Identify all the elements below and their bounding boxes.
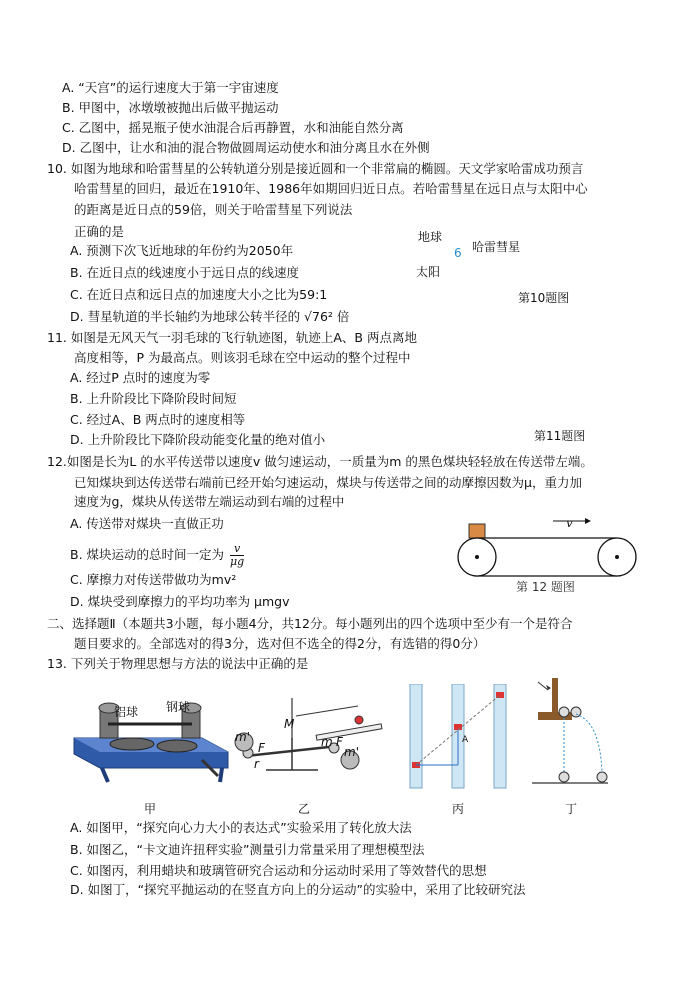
q10-stem-line3: 的距离是近日点的59倍，则关于哈雷彗星下列说法: [74, 202, 353, 217]
q10-option-a: A. 预测下次飞近地球的年份约为2050年: [70, 243, 294, 258]
q12-option-c: C. 摩擦力对传送带做功为mv²: [70, 572, 237, 587]
q9-option-b: B. 甲图中，冰墩墩被抛出后做平抛运动: [62, 100, 279, 115]
ball-a-landed: [559, 772, 569, 782]
q12-stem-line3: 速度为g，煤块从传送带左端运动到右端的过程中: [74, 494, 345, 509]
q13-fig-jia-al-label: 铝球: [114, 705, 139, 719]
section2-heading-line1: 二、选择题Ⅱ（本题共3小题，每小题4分，共12分。每小题列出的四个选项中至少有一个是符合: [47, 616, 573, 631]
ball-b-landed: [597, 772, 607, 782]
q9-option-c: C. 乙图中，摇晃瓶子使水油混合后再静置，水和油能自然分离: [62, 120, 404, 135]
q12-option-b-text: B. 煤块运动的总时间一定为: [70, 547, 225, 562]
q11-option-a: A. 经过P 点时的速度为零: [70, 370, 211, 385]
q12-option-d: D. 煤块受到摩擦力的平均功率为 μmgv: [70, 594, 290, 609]
leg-left: [102, 768, 108, 782]
q11-option-c: C. 经过A、B 两点时的速度相等: [70, 412, 246, 427]
projectile-path: [576, 714, 602, 772]
q10-option-d: D. 彗星轨道的半长轴约为地球公转半径的 √76² 倍: [70, 309, 350, 324]
left-pulley-axle: [475, 555, 479, 559]
q13-option-b: B. 如图乙，“卡文迪许扭秤实验”测量引力常量采用了理想模型法: [70, 842, 425, 857]
glass-tube-3: [494, 684, 506, 788]
q13-fig-label-jia: 甲: [144, 802, 157, 816]
q9-option-a: A. “天宫”的运行速度大于第一宇宙速度: [62, 80, 279, 95]
q13-option-a: A. 如图甲，“探究向心力大小的表达式”实验采用了转化放大法: [70, 820, 412, 835]
q13-fig-jia-steel-label: 钢球: [166, 700, 191, 714]
left-wheel: [110, 738, 154, 750]
q13-fig-yi-m1: m': [235, 730, 250, 744]
q10-stem-line2: 哈雷彗星的回归，最近在1910年、1986年如期回归近日点。若哈雷彗星在远日点与太阳中心: [74, 181, 588, 196]
q13-fig-yi-r: r: [254, 757, 259, 771]
ball-a: [559, 707, 569, 717]
q13-option-c: C. 如图丙，利用蜡块和玻璃管研究合运动和分运动时采用了等效替代的思想: [70, 863, 487, 878]
q13-fig-yi: [226, 698, 386, 786]
light-beam: [296, 706, 358, 716]
q12-stem-line2: 已知煤块到达传送带右端前已经开始匀速运动，煤块与传送带之间的动摩擦因数为μ，重力加: [74, 475, 582, 490]
stand-post: [552, 678, 558, 714]
right-wheel: [157, 740, 197, 752]
q12-fig-caption: 第 12 题图: [516, 580, 575, 594]
wax-block-2: [454, 724, 462, 730]
q12-fig-velocity-label: v: [566, 516, 573, 530]
q11-option-d: D. 上升阶段比下降阶段动能变化量的绝对值小: [70, 432, 326, 447]
right-pulley-axle: [615, 555, 619, 559]
q13-fig-bing-A: A: [462, 735, 469, 745]
q10-stem-line1: 10. 如图为地球和哈雷彗星的公转轨道分别是接近圆和一个非常扁的椭圆。天文学家哈雷成功预言: [47, 161, 584, 176]
q12-option-a: A. 传送带对煤块一直做正功: [70, 516, 224, 531]
q10-fig-earth-label: 地球: [418, 230, 443, 244]
coal-block: [469, 524, 485, 538]
velocity-arrow-head: [585, 518, 591, 524]
glass-tube-1: [410, 684, 422, 788]
q13-fig-yi-m2: m: [321, 735, 333, 749]
q13-stem: 13. 下列关于物理思想与方法的说法中正确的是: [47, 656, 309, 671]
section2-heading-line2: 题目要求的。全部选对的得3分，选对但不选全的得2分，有选错的得0分）: [74, 636, 486, 651]
q13-fig-yi-F: F: [258, 741, 265, 755]
q10-fig-sun-label: 太阳: [416, 265, 441, 279]
q13-fig-jia: [72, 690, 230, 786]
leg-right: [220, 768, 222, 782]
q12-fraction-denominator: μg: [230, 555, 245, 568]
light-source: [355, 716, 363, 724]
q11-stem-line2: 高度相等，P 为最高点。则该羽毛球在空中运动的整个过程中: [74, 350, 411, 365]
q13-fig-label-yi: 乙: [298, 802, 311, 816]
q13-option-d: D. 如图丁，“探究平抛运动的在竖直方向上的分运动”的实验中，采用了比较研究法: [70, 882, 526, 897]
q10-fig-caption: 第10题图: [518, 291, 570, 305]
q11-fig-caption: 第11题图: [534, 429, 586, 443]
q10-option-c: C. 在近日点和远日点的加速度大小之比为59:1: [70, 287, 328, 302]
q9-option-d: D. 乙图中，让水和油的混合物做圆周运动使水和油分离且水在外侧: [62, 140, 430, 155]
q12-option-b-fraction: [230, 543, 244, 568]
q11-option-b: B. 上升阶段比下降阶段时间短: [70, 391, 237, 406]
q13-fig-yi-F2: F: [336, 735, 343, 749]
ball-b: [571, 707, 581, 717]
q13-fig-label-bing: 丙: [452, 802, 465, 816]
q12-option-b: [70, 543, 244, 568]
q13-fig-yi-m3: m': [344, 745, 359, 759]
q12-fraction-numerator: v: [230, 543, 244, 556]
q10-stem-line4: 正确的是: [74, 224, 125, 239]
q13-fig-ding: [530, 676, 610, 788]
q10-option-b: B. 在近日点的线速度小于远日点的线速度: [70, 265, 300, 280]
q10-fig-number: 6: [454, 246, 462, 260]
q12-stem-line1: 12.如图是长为L 的水平传送带以速度v 做匀速运动，一质量为m 的黑色煤块轻轻放在传送带左端。: [47, 454, 593, 469]
q13-fig-label-ding: 丁: [565, 802, 578, 816]
q10-fig-comet-label: 哈雷彗星: [472, 240, 521, 254]
q13-fig-yi-M: M: [284, 717, 295, 731]
q11-stem-line1: 11. 如图是无风天气一羽毛球的飞行轨迹图，轨迹上A、B 两点离地: [47, 330, 417, 345]
